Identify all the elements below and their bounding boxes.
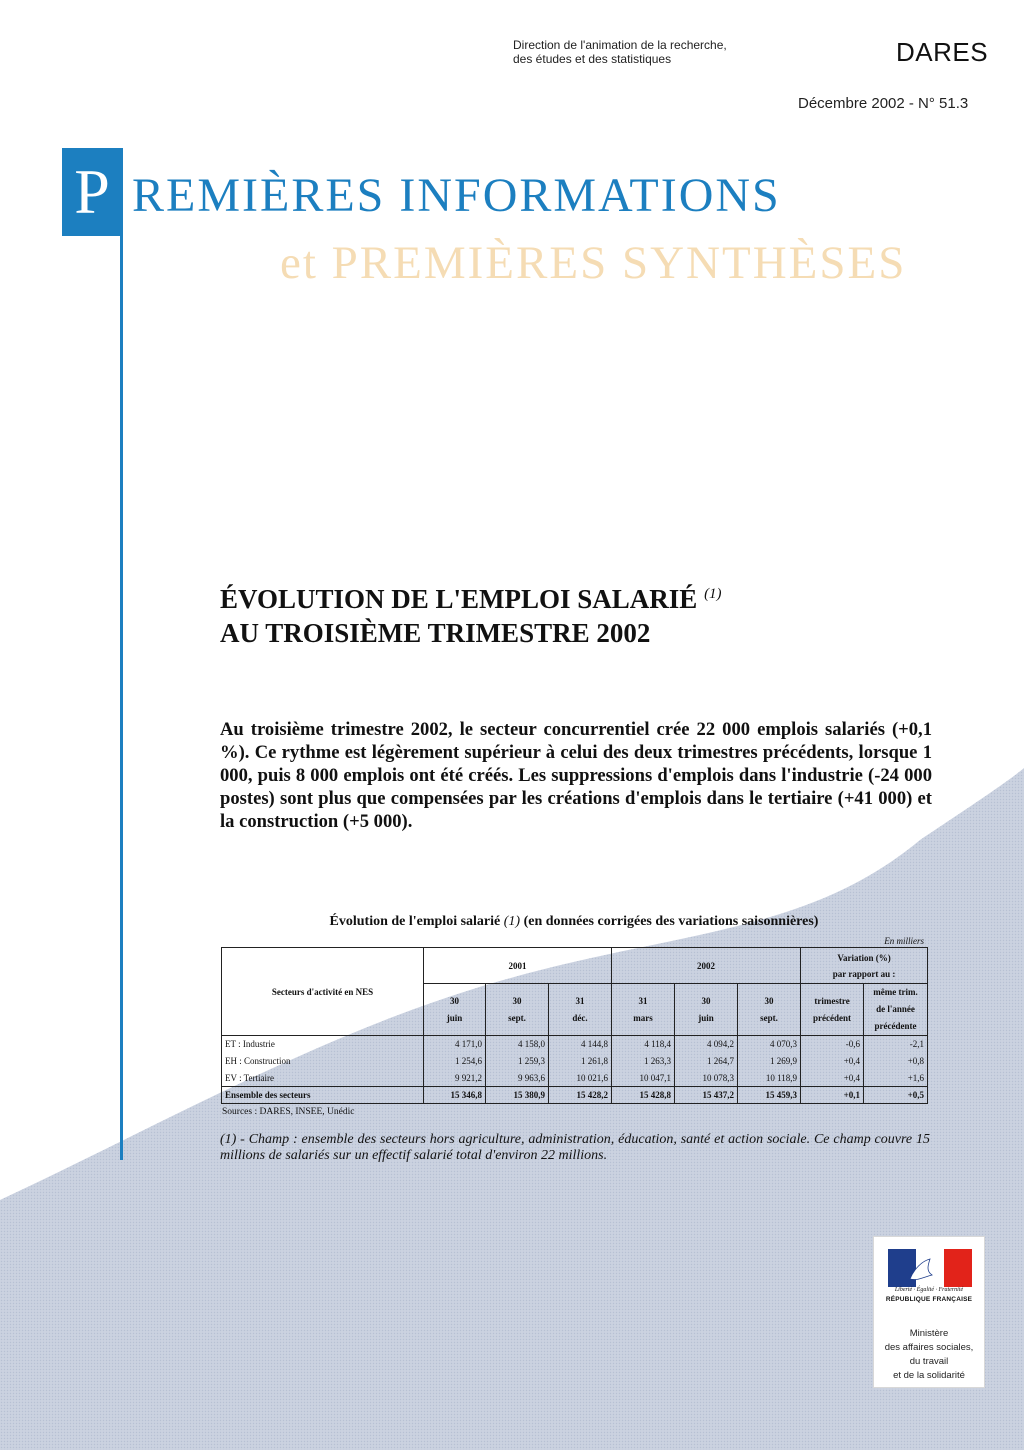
row-label: Ensemble des secteurs xyxy=(222,1087,424,1104)
var-year-l1: même trim. xyxy=(873,987,918,997)
direction-line-1: Direction de l'animation de la recherche, xyxy=(513,38,727,52)
lead-paragraph: Au troisième trimestre 2002, le secteur concurrentiel crée 22 000 emplois salariés (+0,1 %). Ce rythme est légèrement supérieur à celui des deux trimestres précédents, lorsque 1 000, puis 8 000 emplois ont été créés. Les suppressions d'emplois dans l'industrie (-24 000 postes) sont plus que compensées par les créations d'emplois dans le tertiaire (+41 000) et la construction (+5 000). xyxy=(220,719,932,832)
ministry-name-l2: des affaires sociales, xyxy=(884,1342,974,1353)
masthead-title-line-2: et PREMIÈRES SYNTHÈSES xyxy=(280,237,907,289)
ministry-logo xyxy=(873,1236,985,1388)
row-value: 10 021,6 xyxy=(549,1070,612,1087)
row-label: EH : Construction xyxy=(222,1053,424,1070)
row-value: 4 158,0 xyxy=(486,1036,549,1053)
header-sector: Secteurs d'activité en NES xyxy=(222,948,424,1036)
row-var-year: +0,8 xyxy=(864,1053,928,1070)
footnote: (1) - Champ : ensemble des secteurs hors agriculture, administration, éducation, santé et action sociale. Ce champ couvre 15 millions de salariés sur un effectif salarié total d'environ 22 millions. xyxy=(220,1132,930,1163)
row-var-quarter: -0,6 xyxy=(801,1036,864,1053)
row-value: 4 171,0 xyxy=(424,1036,486,1053)
date-month: sept. xyxy=(760,1012,778,1023)
row-value: 10 078,3 xyxy=(675,1070,738,1087)
table-title xyxy=(222,914,926,930)
logo-motto: Liberté · Égalité · Fraternité xyxy=(894,1287,964,1293)
row-value: 10 118,9 xyxy=(738,1070,801,1087)
row-var-quarter: +0,4 xyxy=(801,1070,864,1087)
table-row xyxy=(222,1087,928,1104)
row-var-quarter: +0,1 xyxy=(801,1087,864,1104)
date-day: 31 xyxy=(575,995,585,1006)
row-value: 15 437,2 xyxy=(675,1087,738,1104)
date-month: déc. xyxy=(572,1012,588,1023)
var-year-l2: de l'année xyxy=(876,1004,915,1014)
header-date xyxy=(612,984,675,1036)
date-day: 30 xyxy=(450,995,459,1006)
date-month: mars xyxy=(633,1012,653,1023)
brand-dares: DARES xyxy=(896,37,989,67)
row-value: 15 428,2 xyxy=(549,1087,612,1104)
row-value: 15 380,9 xyxy=(486,1087,549,1104)
employment-table xyxy=(221,947,928,1104)
date-day: 30 xyxy=(701,995,711,1006)
row-value: 1 259,3 xyxy=(486,1053,549,1070)
var-year-l3: précédente xyxy=(874,1021,917,1031)
var-prev-l1: trimestre xyxy=(814,995,850,1006)
row-var-year: -2,1 xyxy=(864,1036,928,1053)
table-row xyxy=(222,1070,928,1087)
header-year-2002: 2002 xyxy=(612,948,801,984)
row-value: 4 144,8 xyxy=(549,1036,612,1053)
row-value: 1 269,9 xyxy=(738,1053,801,1070)
row-label: EV : Tertiaire xyxy=(222,1070,424,1087)
marianne-flag-icon xyxy=(888,1249,972,1287)
row-value: 15 428,8 xyxy=(612,1087,675,1104)
date-day: 30 xyxy=(512,995,522,1006)
date-month: juin xyxy=(446,1012,463,1023)
header-year-2001: 2001 xyxy=(424,948,612,984)
header-date xyxy=(549,984,612,1036)
var-prev-l2: précédent xyxy=(813,1012,852,1023)
row-var-quarter: +0,4 xyxy=(801,1053,864,1070)
header-date xyxy=(424,984,486,1036)
table-sources: Sources : DARES, INSEE, Unédic xyxy=(222,1107,355,1117)
header-date xyxy=(738,984,801,1036)
date-month: juin xyxy=(698,1012,714,1023)
header-variation-l1: Variation (%) xyxy=(837,952,891,963)
table-unit: En milliers xyxy=(884,936,924,946)
row-value: 4 070,3 xyxy=(738,1036,801,1053)
row-value: 1 254,6 xyxy=(424,1053,486,1070)
header-var-prev xyxy=(801,984,864,1036)
direction-line-2: des études et des statistiques xyxy=(513,52,672,66)
table-title-rest: (en données corrigées des variations saisonnières) xyxy=(523,914,819,929)
date-day: 30 xyxy=(764,995,774,1006)
row-var-year: +0,5 xyxy=(864,1087,928,1104)
row-label: ET : Industrie xyxy=(222,1036,424,1053)
masthead-initial: P xyxy=(62,148,122,236)
row-value: 1 261,8 xyxy=(549,1053,612,1070)
masthead-vertical-rule xyxy=(120,148,123,1160)
table-row xyxy=(222,1036,928,1053)
row-value: 9 963,6 xyxy=(486,1070,549,1087)
headline-text-1: ÉVOLUTION DE L'EMPLOI SALARIÉ xyxy=(220,584,698,614)
table-title-main: Évolution de l'emploi salarié xyxy=(329,914,501,929)
row-value: 4 118,4 xyxy=(612,1036,675,1053)
row-value: 15 346,8 xyxy=(424,1087,486,1104)
header-date xyxy=(675,984,738,1036)
logo-republic: RÉPUBLIQUE FRANÇAISE xyxy=(885,1296,973,1303)
ministry-name-l4: et de la solidarité xyxy=(893,1370,965,1381)
header-variation-l2: par rapport au : xyxy=(832,968,896,979)
ministry-name-l3: du travail xyxy=(909,1356,949,1367)
date-month: sept. xyxy=(508,1012,526,1023)
header-variation xyxy=(801,948,928,984)
row-value: 4 094,2 xyxy=(675,1036,738,1053)
ministry-name xyxy=(876,1327,982,1383)
row-value: 1 264,7 xyxy=(675,1053,738,1070)
table-title-note: (1) xyxy=(503,914,521,929)
masthead-title-line-1: REMIÈRES INFORMATIONS xyxy=(132,169,781,222)
headline-note-ref: (1) xyxy=(704,586,722,602)
row-value: 9 921,2 xyxy=(424,1070,486,1087)
row-value: 1 263,3 xyxy=(612,1053,675,1070)
date-day: 31 xyxy=(638,995,648,1006)
headline-line-2: AU TROISIÈME TRIMESTRE 2002 xyxy=(220,618,651,648)
row-value: 10 047,1 xyxy=(612,1070,675,1087)
headline-line-1 xyxy=(220,584,722,615)
issue-date: Décembre 2002 - N° 51.3 xyxy=(798,95,969,112)
row-var-year: +1,6 xyxy=(864,1070,928,1087)
table-row xyxy=(222,1053,928,1070)
row-value: 15 459,3 xyxy=(738,1087,801,1104)
ministry-name-l1: Ministère xyxy=(909,1328,949,1339)
header-var-year xyxy=(864,984,928,1036)
header-date xyxy=(486,984,549,1036)
